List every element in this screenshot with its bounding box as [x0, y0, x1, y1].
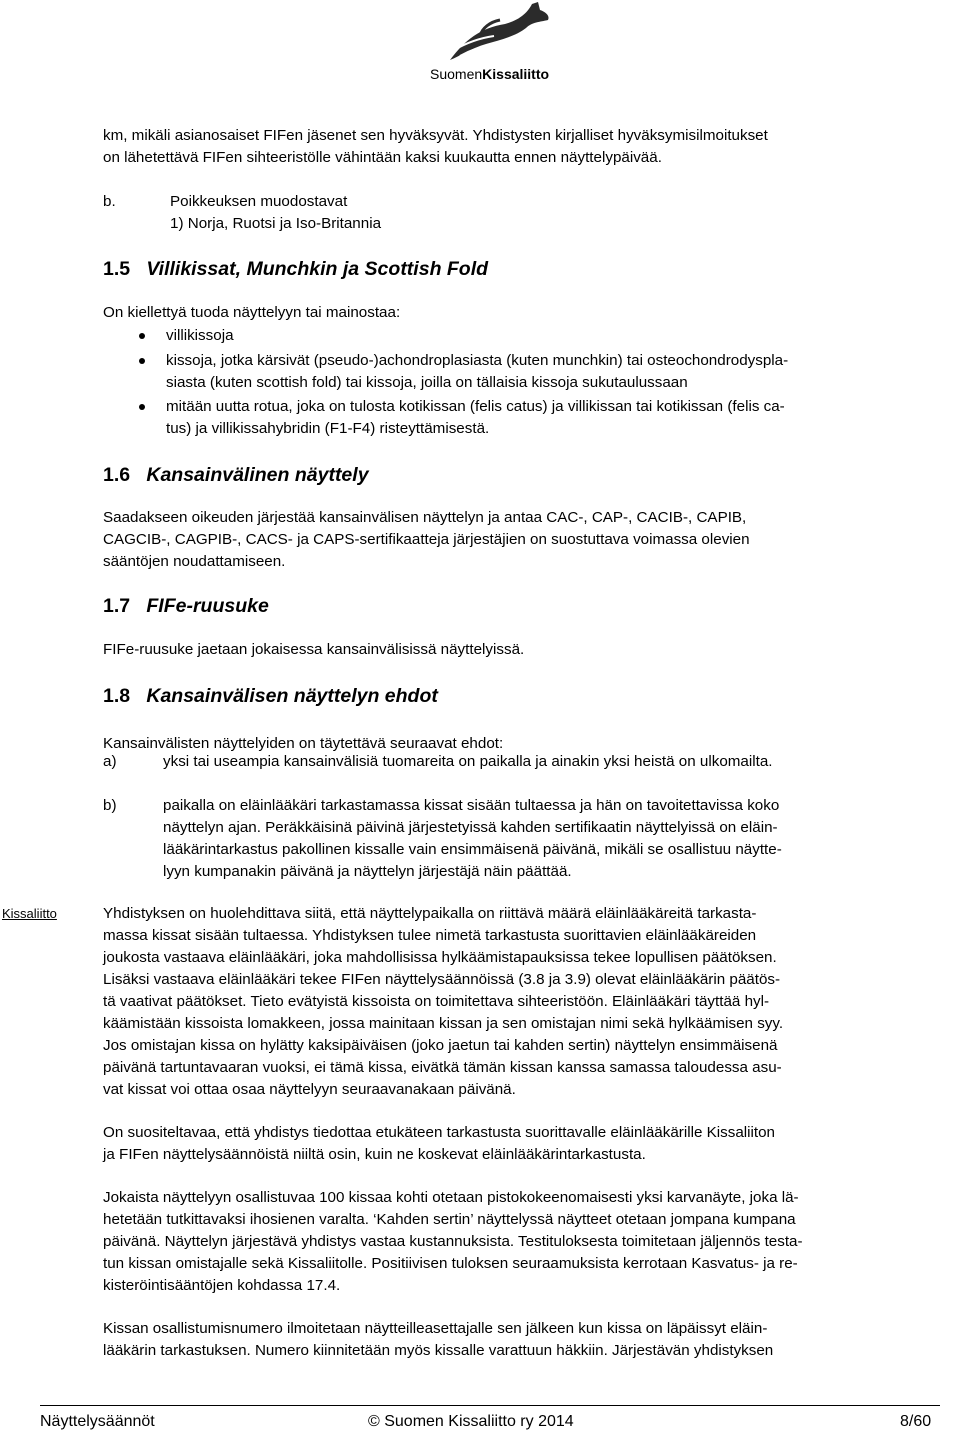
list-subitem: 1) Norja, Ruotsi ja Iso-Britannia	[170, 215, 382, 232]
logo-wordmark	[430, 66, 549, 82]
list-marker: b)	[103, 797, 117, 814]
paragraph-line: tun kissan omistajalle sekä Kissaliitolle. Positiivisen tuloksen seuraamuksista kerrotaan Kasvatus- ja re-	[103, 1255, 798, 1272]
list-marker: b.	[103, 193, 116, 210]
intro-line: on lähetettävä FIFen sihteeristölle vähintään kaksi kuukautta ennen näyttelypäivää.	[103, 149, 662, 166]
list-marker: a)	[103, 753, 117, 770]
logo-text-bold: Kissaliitto	[482, 66, 550, 82]
bullet-text: siasta (kuten scottish fold) tai kissoja, joilla on tällaisia kissoja sukutaulussaan	[166, 374, 688, 391]
footer-center: © Suomen Kissaliitto ry 2014	[368, 1413, 574, 1430]
bullet-text: tus) ja villikissahybridin (F1-F4) risteyttämisestä.	[166, 420, 490, 437]
section-heading	[103, 594, 269, 618]
list-item: Poikkeuksen muodostavat	[170, 193, 348, 210]
intro-line: km, mikäli asianosaiset FIFen jäsenet sen hyväksyvät. Yhdistysten kirjalliset hyväksymisilmoitukset	[103, 127, 768, 144]
section-number: 1.8	[103, 685, 131, 707]
footer-left: Näyttelysäännöt	[40, 1413, 155, 1430]
paragraph-line: kisteröintisääntöjen kohdassa 17.4.	[103, 1277, 341, 1294]
paragraph-line: Kansainvälisten näyttelyiden on täytettävä seuraavat ehdot:	[103, 735, 504, 752]
bullet-text: kissoja, jotka kärsivät (pseudo-)achondroplasiasta (kuten munchkin) tai osteochondrodyspla-	[166, 352, 789, 369]
paragraph-line: On suositeltavaa, että yhdistys tiedottaa etukäteen tarkastusta suorittavalle eläinlääkärille Kissaliiton	[103, 1124, 775, 1141]
logo-text-plain: Suomen	[430, 66, 483, 82]
paragraph-line: vat kissat voi ottaa osaa näyttelyyn seuraavanakaan päivänä.	[103, 1081, 516, 1098]
page-number: 8/60	[900, 1413, 932, 1430]
section-heading	[103, 257, 488, 281]
section-number: 1.7	[103, 595, 131, 617]
list-item: lääkärintarkastus pakollinen kissalle vain ensimmäisenä päivänä, mikäli se osallistuu näytte-	[163, 841, 782, 858]
bullet-icon	[139, 333, 145, 339]
section-number: 1.5	[103, 258, 131, 280]
section-heading	[103, 463, 369, 487]
paragraph-line: CAGCIB-, CAGPIB-, CACS- ja CAPS-sertifikaatteja järjestäjien on suostuttava voimassa olevien	[103, 531, 750, 548]
paragraph-line: Jos omistajan kissa on hylätty kaksipäiväisen (joko jaetun tai kahden sertin) näyttelyn ensimmäisenä	[103, 1037, 778, 1054]
paragraph-line: päivänä. Näyttelyn järjestävä yhdistys vastaa kustannuksista. Testituloksesta toimitetaan jäljennös testa-	[103, 1233, 803, 1250]
paragraph-line: Kissan osallistumisnumero ilmoitetaan näytteilleasettajalle sen jälkeen kun kissa on läpäissyt eläin-	[103, 1320, 768, 1337]
cat-logo-icon	[420, 0, 580, 68]
list-item: yksi tai useampia kansainvälisiä tuomareita on paikalla ja ainakin yksi heistä on ulkomailta.	[163, 753, 773, 770]
list-item: paikalla on eläinlääkäri tarkastamassa kissat sisään tultaessa ja hän on tavoitettavissa koko	[163, 797, 780, 814]
section-number: 1.6	[103, 464, 131, 486]
paragraph-line: lääkärin tarkastuksen. Numero kiinnitetään myös kissalle varattuun häkkiin. Järjestävän yhdistyksen	[103, 1342, 774, 1359]
bullet-text: villikissoja	[166, 327, 234, 344]
paragraph-line: päivänä tartuntavaaran vuoksi, ei tämä kissa, eivätkä tämän kissan kanssa samassa taloudessa asu-	[103, 1059, 782, 1076]
section-title: Villikissat, Munchkin ja Scottish Fold	[146, 258, 489, 280]
paragraph-line: tä vaativat päätökset. Tieto evätyistä kissoista on toimitettava sihteeristöön. Eläinlääkäri täyttää hyl-	[103, 993, 770, 1010]
section-title: Kansainvälisen näyttelyn ehdot	[146, 685, 438, 707]
paragraph-line: massa kissat sisään tultaessa. Yhdistyksen tulee nimetä tarkastusta suorittavien eläinlääkäreiden	[103, 927, 757, 944]
paragraph-line: Jokaista näyttelyyn osallistuvaa 100 kissaa kohti otetaan pistokokeenomaisesti yksi karvanäyte, joka lä-	[103, 1189, 799, 1206]
section-title: Kansainvälinen näyttely	[146, 464, 369, 486]
bullet-icon	[139, 358, 145, 364]
paragraph-line: hetetään tutkittavaksi ihosienen varalta. ‘Kahden sertin’ näyttelyssä näytteet otetaan jompana kumpana	[103, 1211, 796, 1228]
list-item: lyyn kumpanakin päivänä ja näyttelyn järjestäjä näin päättää.	[163, 863, 572, 880]
paragraph-line: Yhdistyksen on huolehdittava siitä, että näyttelypaikalla on riittävä määrä eläinlääkäreitä tarkasta-	[103, 905, 757, 922]
footer-divider	[40, 1405, 940, 1406]
paragraph-line: FIFe-ruusuke jaetaan jokaisessa kansainvälisissä näyttelyissä.	[103, 641, 525, 658]
bullet-text: mitään uutta rotua, joka on tulosta kotikissan (felis catus) ja villikissan tai kotikissan (felis ca-	[166, 398, 785, 415]
bullet-icon	[139, 404, 145, 410]
paragraph-line: Saadakseen oikeuden järjestää kansainvälisen näyttelyn ja antaa CAC-, CAP-, CACIB-, CAPIB,	[103, 509, 747, 526]
paragraph-line: sääntöjen noudattamiseen.	[103, 553, 286, 570]
section-heading	[103, 684, 438, 708]
section-title: FIFe-ruusuke	[146, 595, 269, 617]
paragraph-line: joukosta vastaava eläinlääkäri, joka mahdollisissa hylkäämistapauksissa tekee lopullisen päätöksen.	[103, 949, 777, 966]
logo	[420, 0, 580, 90]
paragraph-line: Lisäksi vastaava eläinlääkäri tekee FIFen näyttelysäännöissä (3.8 ja 3.9) olevat eläinlääkärin päätös-	[103, 971, 781, 988]
margin-note: Kissaliitto	[2, 906, 57, 921]
paragraph-line: On kiellettyä tuoda näyttelyyn tai mainostaa:	[103, 304, 401, 321]
paragraph-line: käämistään kissoista lomakkeen, jossa mainitaan kissan ja sen omistajan nimi sekä hylkäämisen syy.	[103, 1015, 784, 1032]
list-item: näyttelyn ajan. Peräkkäisinä päivinä järjestetyissä kahden sertifikaatin näyttelyissä on eläin-	[163, 819, 778, 836]
paragraph-line: ja FIFen näyttelysäännöistä niiltä osin, kuin ne koskevat eläinlääkärintarkastusta.	[103, 1146, 646, 1163]
